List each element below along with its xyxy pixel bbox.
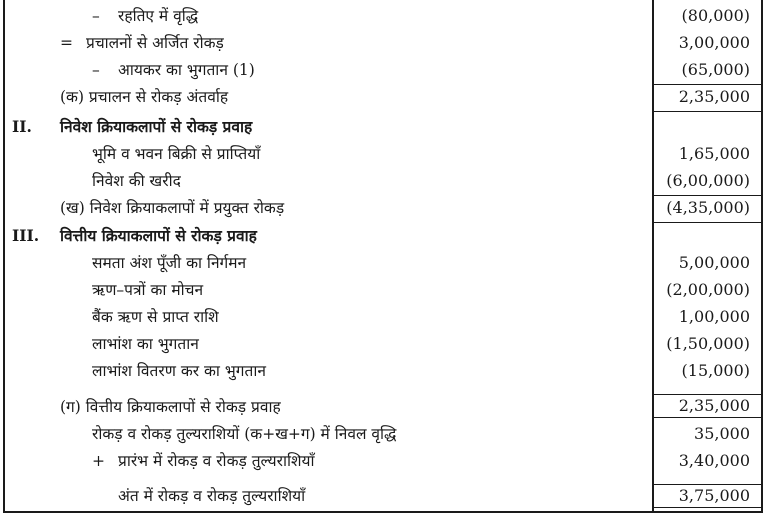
row-amount: (80,000) xyxy=(681,6,750,25)
subtotal-amount: 2,35,000 xyxy=(678,87,750,106)
row-label: – आयकर का भुगतान (1) xyxy=(92,61,255,79)
row-amount: 1,00,000 xyxy=(678,307,750,326)
row-label: बैंक ऋण से प्राप्त राशि xyxy=(92,308,219,326)
row-amount: 3,00,000 xyxy=(678,33,750,52)
row-amount: (15,000) xyxy=(681,361,750,380)
row-amount: (2,00,000) xyxy=(666,280,750,299)
row-amount: (6,00,000) xyxy=(666,171,750,190)
row-amount: (1,50,000) xyxy=(666,334,750,353)
subtotal-amount: 2,35,000 xyxy=(678,396,750,415)
section-number: II. xyxy=(12,117,32,136)
subtotal-label: (क) प्रचालन से रोकड़ अंतर्वाह xyxy=(60,88,229,106)
row-label: भूमि व भवन बिक्री से प्राप्तियाँ xyxy=(92,145,261,163)
section-heading: निवेश क्रियाकलापों से रोकड़ प्रवाह xyxy=(60,117,253,136)
opening-balance-amount: 3,40,000 xyxy=(678,451,750,470)
row-amount: 5,00,000 xyxy=(678,253,750,272)
row-sign: = xyxy=(60,34,73,52)
net-increase-amount: 35,000 xyxy=(694,424,750,443)
row-label: समता अंश पूँजी का निर्गमन xyxy=(92,254,247,272)
row-sign: + xyxy=(92,452,105,470)
row-label: = प्रचालनों से अर्जित रोकड़ xyxy=(60,34,224,52)
row-amount: (65,000) xyxy=(681,60,750,79)
row-label: ऋण–पत्रों का मोचन xyxy=(92,281,204,299)
row-label: लाभांश वितरण कर का भुगतान xyxy=(92,362,266,380)
row-sign: – xyxy=(92,7,100,25)
net-increase-label: रोकड़ व रोकड़ तुल्यराशियों (क+ख+ग) में निवल वृद्धि xyxy=(92,425,397,443)
row-amount: 1,65,000 xyxy=(678,144,750,163)
subtotal-label: (ग) वित्तीय क्रियाकलापों से रोकड़ प्रवाह xyxy=(60,398,281,416)
subtotal-label: (ख) निवेश क्रियाकलापों में प्रयुक्त रोकड़ xyxy=(60,199,285,217)
closing-balance-label: अंत में रोकड़ व रोकड़ तुल्यराशियाँ xyxy=(118,487,306,505)
row-label: लाभांश का भुगतान xyxy=(92,335,199,353)
section-number: III. xyxy=(12,226,40,245)
table-left-border xyxy=(3,0,5,513)
table-right-border xyxy=(761,0,763,513)
table-bottom-border xyxy=(3,511,763,513)
closing-balance-amount: 3,75,000 xyxy=(678,486,750,505)
subtotal-amount: (4,35,000) xyxy=(666,198,750,217)
row-label: निवेश की खरीद xyxy=(92,172,181,190)
opening-balance-label: + प्रारंभ में रोकड़ व रोकड़ तुल्यराशियाँ xyxy=(92,452,315,470)
row-label: – रहतिए में वृद्धि xyxy=(92,7,199,25)
section-heading: वित्तीय क्रियाकलापों से रोकड़ प्रवाह xyxy=(60,226,257,245)
row-sign: – xyxy=(92,61,100,79)
